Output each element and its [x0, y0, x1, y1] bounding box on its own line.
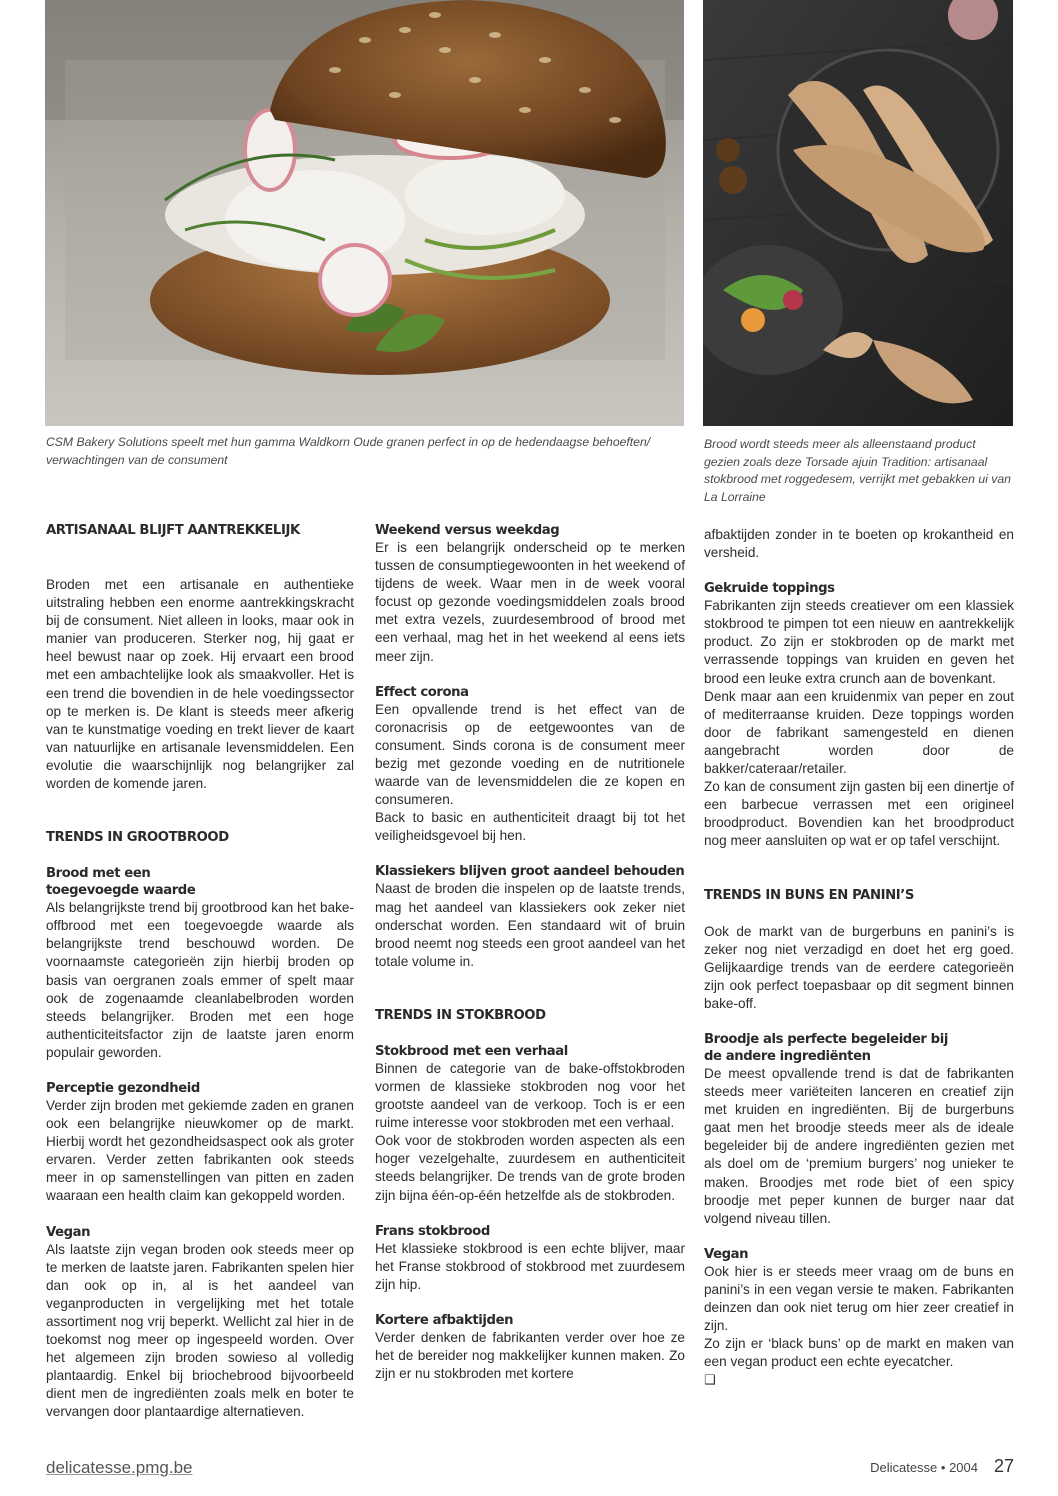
subheading: Perceptie gezondheid: [46, 1080, 200, 1096]
paragraph: Het klassieke stokbrood is een echte blijver, maar het Franse stokbrood of stokbrood met zuurdesem zijn hip.: [375, 1240, 685, 1292]
paragraph: afbaktijden zonder in te boeten op krokantheid en versheid.: [704, 527, 1014, 561]
end-mark: ❑: [704, 1372, 716, 1388]
burger-bun-photo: [45, 0, 684, 426]
paragraph: Verder denken de fabrikanten verder over hoe ze het de bereider nog makkelijker kunnen maken. Zo zijn er nu stokbroden met kortere: [375, 1329, 685, 1382]
paragraph: Fabrikanten zijn steeds creatiever om een klassiek stokbrood te pimpen tot een nieuw en aantrekkelijk product. Zo zijn er stokbroden op de markt met verrassende toppings van kruiden en geven het brood een leuke extra crunch aan de bovenkant.: [704, 598, 1014, 686]
paragraph: Back to basic en authenticiteit draagt bij tot het veiligheidsgevoel bij hen.: [375, 810, 685, 844]
subheading: Klassiekers blijven groot aandeel behouden: [375, 864, 685, 880]
footer-website-link[interactable]: delicatesse.pmg.be: [46, 1458, 193, 1477]
paragraph: Verder zijn broden met gekiemde zaden en granen ook een belangrijke nieuwkomer op de markt. Hierbij wordt het gezondheidsaspect ook als groter ervaren. Verder zetten fabrikanten ook steeds meer in op samenstellingen van pitten en zaden waaraan een health claim kan gekoppeld worden.: [46, 1097, 354, 1204]
paragraph: Zo zijn er ‘black buns’ op de markt en maken van een vegan product een echte eyecatcher.: [704, 1336, 1014, 1370]
page-number: 27: [993, 1456, 1014, 1476]
caption-right: Brood wordt steeds meer als alleenstaand product gezien zoals deze Torsade ajuin Tradition: artisanaal stokbrood met roggedesem, verrijkt met gebakken ui van La Lorraine: [704, 437, 1011, 504]
section-title: TRENDS IN GROOTBROOD: [46, 830, 229, 846]
section-title: ARTISANAAL BLIJFT AANTREKKELIJK: [46, 523, 300, 538]
paragraph: Een opvallende trend is het effect van de coronacrisis op de eetgewoontes van de consument. Sinds corona is de consument meer bezig met gezonde voeding en de nutritionele waarde van de levensmiddelen die ze kopen en consumeren.: [375, 701, 685, 808]
paragraph: Denk maar aan een kruidenmix van peper en zout of mediterraanse kruiden. Deze toppings worden door de fabrikant samengesteld en dienen aangebracht worden door de bakker/cateraar/retailer.: [704, 688, 1014, 777]
paragraph: Ook de markt van de burgerbuns en panini’s is zeker nog niet verzadigd en doet het erg goed. Gelijkaardige trends van de eerdere categorieën zijn ook perfect toepasbaar op dit segment binnen bake-off.: [704, 923, 1014, 1011]
paragraph: Zo kan de consument zijn gasten bij een dinertje of een barbecue verrassen met een origineel broodproduct. Bovendien kan het broodproduct nog meer aansluiten op wat er op tafel verschijnt.: [704, 779, 1014, 849]
subheading: Frans stokbrood: [375, 1223, 490, 1239]
subheading: Brood met een toegevoegde waarde: [46, 866, 196, 899]
section-title: TRENDS IN STOKBROOD: [375, 1007, 546, 1023]
article-column-2: [375, 522, 685, 1383]
paragraph: Ook voor de stokbroden worden aspecten als een hoger vezelgehalte, zuurdesem en authenticiteit steeds belangrijker. De trends van de grote broden zijn bijna één-op-één hetzelfde als de stokbroden.: [375, 1133, 685, 1203]
paragraph: Naast de broden die inspelen op de laatste trends, mag het aandeel van klassiekers ook zeker niet onderschat worden. Een standaard wit of bruin brood neemt nog steeds een groot aandeel van het totale volume in.: [375, 881, 685, 969]
paragraph: Als belangrijkste trend bij grootbrood kan het bake-offbrood met een toegevoegde waarde als belangrijkste trend beschouwd worden. De voornaamste categorieën zijn hierbij broden op basis van oergranen zoals emmer of spelt maar ook de zogenaamde cleanlabelbroden worden steeds belangrijker. Broden met een hoge authenticiteitsfactor zijn de laatste jaren enorm populair geworden.: [46, 900, 354, 1060]
subheading: Stokbrood met een verhaal: [375, 1043, 568, 1059]
paragraph: Er is een belangrijk onderscheid op te merken tussen de consumptiegewoonten in het weekend of tijdens de week. Waar men in de week vooral focust op gezonde voedingsmiddelen zoals brood met extra vezels, zuurdesembrood of brood met een verhaal, mag het in het weekend al eens iets meer zijn.: [375, 540, 685, 664]
section-title: TRENDS IN BUNS EN PANINI’S: [704, 887, 914, 903]
footer-issue: Delicatesse • 2004: [870, 1460, 978, 1475]
subheading: Broodje als perfecte begeleider bij de andere ingrediënten: [704, 1031, 948, 1064]
subheading: Vegan: [46, 1224, 91, 1240]
paragraph: Broden met een artisanale en authentieke uitstraling hebben een enorme aantrekkingskracht bij de consument. Niet alleen in looks, maar ook in manier van produceren. Sterker nog, hij gaat er heel bewust naar op zoek. Hij ervaart een brood met een ambachtelijke look als smaakvoller. Het is een trend die bovendien in de hele voedingssector op te merken is. De klant is steeds meer afkerig van te kunstmatige voeding en trekt liever de kaart van natuurlijke en artisanale levensmiddelen. Een evolutie die waarschijnlijk nog belangrijker zal worden de komende jaren.: [46, 577, 354, 792]
paragraph: De meest opvallende trend is dat de fabrikanten steeds meer variëteiten lanceren en creatief zijn met kruiden en ingrediënten. Bij de burgerbuns gaat men het broodje steeds meer als de ideale begeleider bij de andere ingrediënten gezien met als doel om de ‘premium burgers’ nog unieker te maken. Broodjes met rode biet of een spicy broodje met peper kunnen de burger naar dat volgend niveau tillen.: [704, 1065, 1014, 1226]
paragraph: Als laatste zijn vegan broden ook steeds meer op te merken de laatste jaren. Fabrikanten spelen hier dan ook op in, al is het aandeel van veganproducten in vergelijking met het totale assortiment nog vrij beperkt. Wellicht zal hier in de toekomst nog meer op ingespeeld worden. Over het algemeen zijn broden sowieso al volledig plantaardig. Enkel bij briochebrood bijvoorbeeld dient men de ingrediënten zoals melk en boter te vervangen door plantaardige alternatieven.: [46, 1241, 354, 1420]
article-column-3: [704, 526, 1014, 1389]
subheading: Weekend versus weekdag: [375, 523, 560, 538]
twisted-baguettes-photo: [703, 0, 1013, 426]
subheading: Effect corona: [375, 684, 469, 700]
paragraph: Ook hier is er steeds meer vraag om de buns en panini’s in een vegan versie te maken. Fabrikanten deinzen dan ook niet terug om hier zeer creatief in zijn.: [704, 1263, 1014, 1334]
paragraph: Binnen de categorie van de bake-offstokbroden vormen de klassieke stokbroden nog voor het grootste aandeel van de verkoop. Toch is er een ruime interesse voor stokbroden met een verhaal.: [375, 1060, 685, 1131]
subheading: Kortere afbaktijden: [375, 1312, 514, 1328]
subheading: Vegan: [704, 1246, 749, 1262]
article-column-1: [46, 522, 354, 1421]
subheading: Gekruide toppings: [704, 581, 835, 597]
caption-left: CSM Bakery Solutions speelt met hun gamma Waldkorn Oude granen perfect in op de hedendaagse behoeften/ verwachtingen van de consument: [46, 435, 651, 467]
